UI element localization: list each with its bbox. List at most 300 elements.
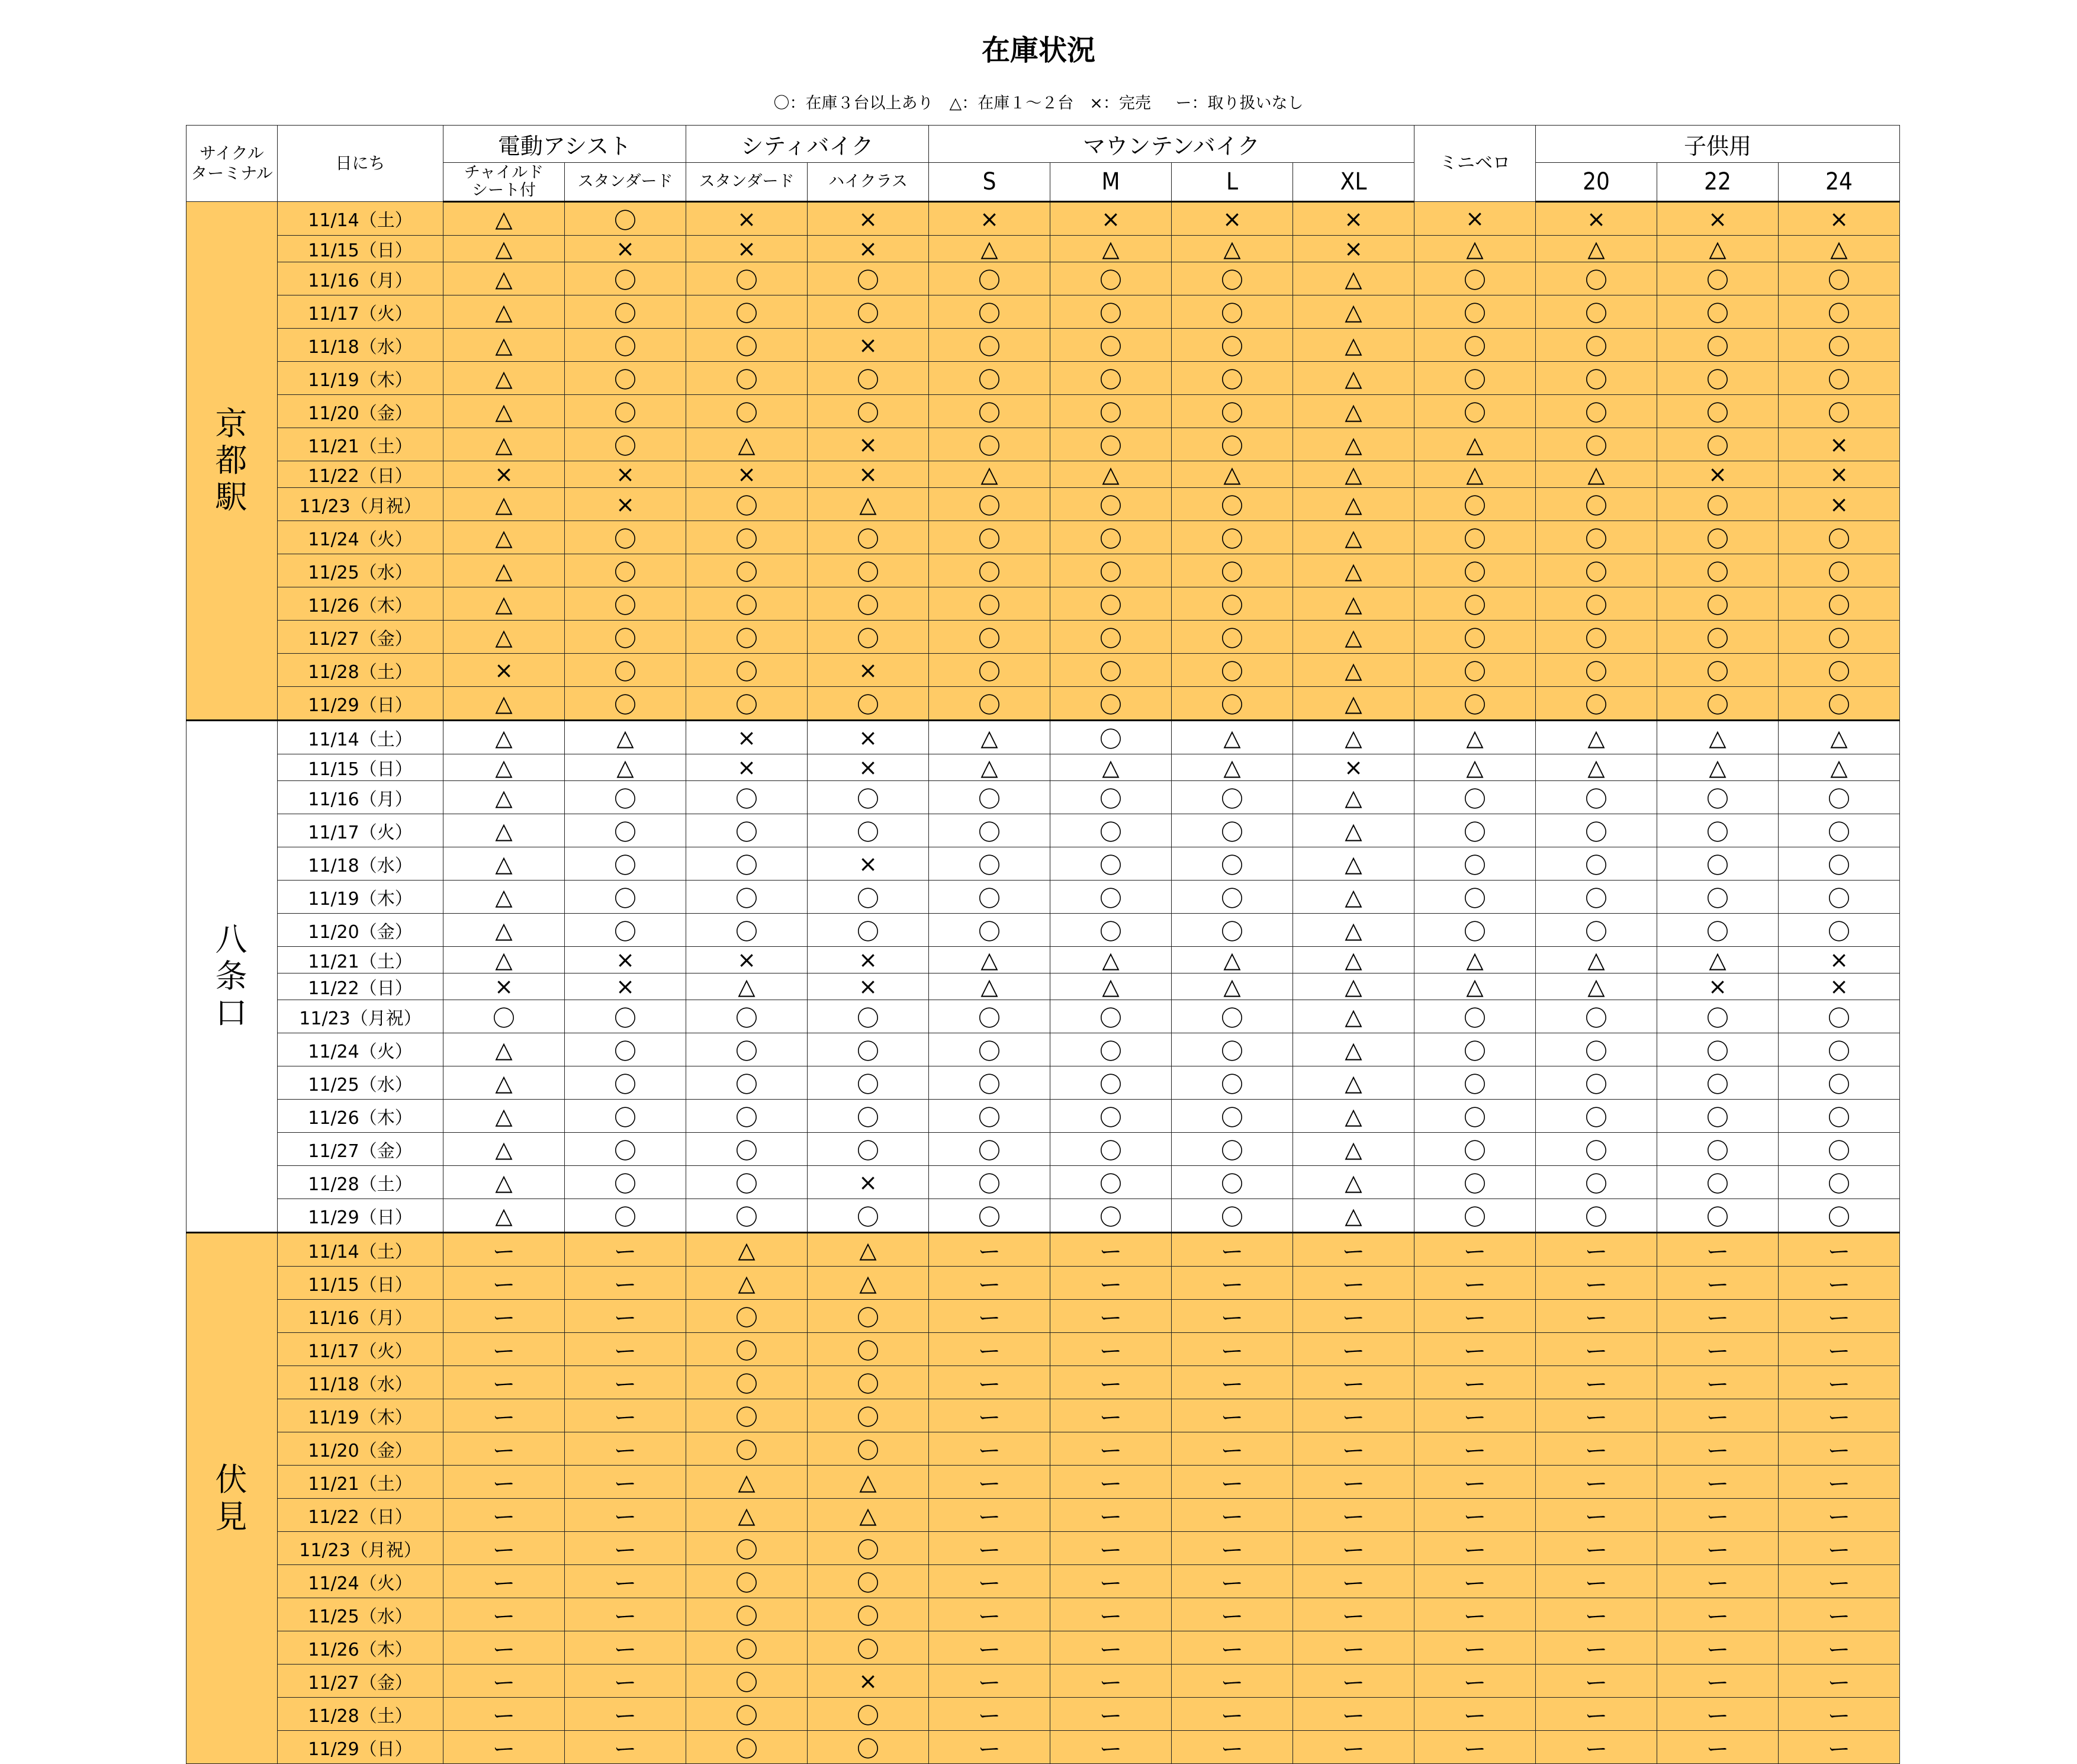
date-cell: 11/27（金） xyxy=(278,1133,443,1166)
stock-cell: × xyxy=(1172,202,1293,236)
stock-cell: ー xyxy=(565,1731,686,1764)
stock-cell: 〇 xyxy=(1050,395,1172,428)
stock-cell: ー xyxy=(1050,1665,1172,1698)
stock-cell: ー xyxy=(565,1366,686,1399)
stock-cell: △ xyxy=(1414,754,1536,781)
stock-cell: ー xyxy=(929,1631,1050,1665)
header-size-l: L xyxy=(1172,163,1293,202)
date-cell: 11/15（日） xyxy=(278,236,443,262)
stock-cell: 〇 xyxy=(808,1366,929,1399)
table-row xyxy=(187,847,1900,881)
stock-cell: ー xyxy=(1779,1333,1900,1366)
stock-cell: △ xyxy=(1172,721,1293,754)
stock-cell: △ xyxy=(1293,395,1414,428)
stock-cell: △ xyxy=(929,236,1050,262)
stock-cell: △ xyxy=(808,1267,929,1300)
header-kids-20: 20 xyxy=(1536,163,1657,202)
stock-cell: 〇 xyxy=(808,1565,929,1598)
stock-cell: 〇 xyxy=(1172,687,1293,721)
stock-cell: △ xyxy=(1536,947,1657,973)
stock-cell: 〇 xyxy=(1050,847,1172,881)
stock-cell: 〇 xyxy=(1050,488,1172,521)
stock-cell: ー xyxy=(1172,1665,1293,1698)
table-row xyxy=(187,1333,1900,1366)
stock-cell: ー xyxy=(1536,1300,1657,1333)
stock-cell: × xyxy=(565,236,686,262)
stock-cell: 〇 xyxy=(929,362,1050,395)
stock-cell: ー xyxy=(1293,1532,1414,1565)
stock-cell: 〇 xyxy=(686,1066,808,1100)
stock-cell: △ xyxy=(443,202,565,236)
stock-cell: △ xyxy=(443,236,565,262)
stock-cell: ー xyxy=(1536,1267,1657,1300)
stock-cell: △ xyxy=(686,973,808,1000)
stock-cell: ー xyxy=(443,1399,565,1432)
stock-cell: 〇 xyxy=(1050,1166,1172,1199)
stock-cell: 〇 xyxy=(686,781,808,814)
stock-cell: ー xyxy=(565,1466,686,1499)
stock-cell: ー xyxy=(443,1333,565,1366)
stock-cell: 〇 xyxy=(1172,814,1293,847)
stock-cell: 〇 xyxy=(1779,362,1900,395)
table-row xyxy=(187,395,1900,428)
stock-cell: ー xyxy=(1536,1631,1657,1665)
header-terminal-label: サイクル ターミナル xyxy=(191,143,273,183)
stock-cell: 〇 xyxy=(686,1731,808,1764)
stock-cell: 〇 xyxy=(686,262,808,295)
stock-cell: 〇 xyxy=(1050,781,1172,814)
stock-cell: 〇 xyxy=(1536,488,1657,521)
date-cell: 11/22（日） xyxy=(278,1499,443,1532)
stock-cell: ー xyxy=(1050,1698,1172,1731)
stock-cell: 〇 xyxy=(686,1598,808,1631)
stock-cell: ー xyxy=(1779,1631,1900,1665)
stock-cell: ー xyxy=(1414,1532,1536,1565)
stock-cell: 〇 xyxy=(686,621,808,654)
stock-cell: ー xyxy=(1657,1366,1779,1399)
stock-cell: × xyxy=(686,947,808,973)
table-row xyxy=(187,1100,1900,1133)
stock-cell: 〇 xyxy=(808,1300,929,1333)
date-cell: 11/23（月祝） xyxy=(278,1000,443,1033)
stock-cell: ー xyxy=(929,1399,1050,1432)
stock-cell: △ xyxy=(1293,362,1414,395)
stock-cell: 〇 xyxy=(565,914,686,947)
stock-cell: △ xyxy=(1293,721,1414,754)
table-row xyxy=(187,1665,1900,1698)
stock-cell: 〇 xyxy=(1172,1033,1293,1066)
stock-cell: × xyxy=(808,947,929,973)
stock-cell: 〇 xyxy=(1050,687,1172,721)
stock-cell: × xyxy=(1657,461,1779,488)
stock-cell: 〇 xyxy=(808,362,929,395)
stock-cell: △ xyxy=(929,461,1050,488)
stock-cell: 〇 xyxy=(1657,847,1779,881)
stock-cell: △ xyxy=(686,1267,808,1300)
stock-cell: ー xyxy=(443,1466,565,1499)
stock-cell: 〇 xyxy=(1536,1133,1657,1166)
date-cell: 11/20（金） xyxy=(278,1432,443,1466)
stock-cell: 〇 xyxy=(1414,814,1536,847)
stock-cell: ー xyxy=(1657,1565,1779,1598)
stock-cell: 〇 xyxy=(1779,1066,1900,1100)
stock-cell: × xyxy=(565,488,686,521)
stock-cell: △ xyxy=(1293,521,1414,554)
stock-cell: ー xyxy=(1293,1267,1414,1300)
stock-cell: × xyxy=(808,754,929,781)
stock-cell: 〇 xyxy=(686,521,808,554)
header-city-standard: スタンダード xyxy=(686,163,808,202)
stock-cell: 〇 xyxy=(808,521,929,554)
stock-cell: 〇 xyxy=(565,428,686,461)
table-row xyxy=(187,461,1900,488)
stock-cell: ー xyxy=(1657,1598,1779,1631)
stock-cell: 〇 xyxy=(929,881,1050,914)
stock-cell: 〇 xyxy=(929,1133,1050,1166)
stock-cell: △ xyxy=(1293,881,1414,914)
stock-cell: 〇 xyxy=(929,521,1050,554)
stock-cell: ー xyxy=(1657,1532,1779,1565)
stock-cell: ー xyxy=(1172,1598,1293,1631)
stock-cell: ー xyxy=(1657,1731,1779,1764)
stock-cell: 〇 xyxy=(1414,521,1536,554)
stock-cell: 〇 xyxy=(565,362,686,395)
stock-cell: 〇 xyxy=(808,1731,929,1764)
stock-cell: ー xyxy=(443,1267,565,1300)
stock-cell: △ xyxy=(443,554,565,587)
date-cell: 11/28（土） xyxy=(278,1698,443,1731)
stock-cell: ー xyxy=(929,1466,1050,1499)
stock-cell: 〇 xyxy=(1414,687,1536,721)
stock-cell: × xyxy=(808,973,929,1000)
table-row xyxy=(187,947,1900,973)
stock-cell: ー xyxy=(1536,1333,1657,1366)
stock-cell: 〇 xyxy=(1172,362,1293,395)
stock-cell: ー xyxy=(1779,1665,1900,1698)
stock-cell: 〇 xyxy=(686,1133,808,1166)
stock-cell: 〇 xyxy=(686,814,808,847)
stock-cell: 〇 xyxy=(808,881,929,914)
stock-cell: △ xyxy=(443,814,565,847)
stock-cell: ー xyxy=(1172,1300,1293,1333)
stock-cell: 〇 xyxy=(1536,881,1657,914)
stock-cell: × xyxy=(1779,973,1900,1000)
stock-cell: ー xyxy=(1779,1565,1900,1598)
stock-cell: 〇 xyxy=(1779,654,1900,687)
stock-cell: △ xyxy=(1657,947,1779,973)
stock-cell: △ xyxy=(1293,428,1414,461)
stock-cell: ー xyxy=(1657,1267,1779,1300)
stock-cell: 〇 xyxy=(808,1698,929,1731)
stock-cell: ー xyxy=(1050,1333,1172,1366)
table-row xyxy=(187,914,1900,947)
stock-cell: 〇 xyxy=(1779,1199,1900,1233)
stock-cell: △ xyxy=(443,621,565,654)
date-cell: 11/26（木） xyxy=(278,587,443,621)
stock-cell: 〇 xyxy=(1172,1100,1293,1133)
stock-cell: 〇 xyxy=(1414,881,1536,914)
stock-cell: △ xyxy=(1172,236,1293,262)
stock-cell: 〇 xyxy=(1779,395,1900,428)
stock-cell: 〇 xyxy=(1657,914,1779,947)
stock-cell: 〇 xyxy=(929,814,1050,847)
stock-cell: ー xyxy=(1293,1665,1414,1698)
stock-cell: ー xyxy=(565,1300,686,1333)
stock-cell: 〇 xyxy=(1172,1199,1293,1233)
stock-cell: × xyxy=(1657,973,1779,1000)
stock-cell: 〇 xyxy=(565,295,686,329)
stock-cell: 〇 xyxy=(565,1033,686,1066)
stock-cell: ー xyxy=(1414,1300,1536,1333)
stock-cell: ー xyxy=(565,1333,686,1366)
stock-cell: 〇 xyxy=(686,1665,808,1698)
stock-cell: △ xyxy=(1293,914,1414,947)
stock-cell: 〇 xyxy=(1536,847,1657,881)
stock-cell: 〇 xyxy=(1779,1166,1900,1199)
stock-cell: 〇 xyxy=(1414,262,1536,295)
stock-cell: 〇 xyxy=(1050,621,1172,654)
stock-cell: 〇 xyxy=(1536,814,1657,847)
table-row xyxy=(187,1366,1900,1399)
stock-cell: 〇 xyxy=(929,488,1050,521)
stock-cell: △ xyxy=(443,1033,565,1066)
stock-cell: ー xyxy=(1293,1499,1414,1532)
stock-cell: ー xyxy=(1779,1233,1900,1267)
stock-cell: 〇 xyxy=(565,881,686,914)
table-row xyxy=(187,1166,1900,1199)
date-cell: 11/22（日） xyxy=(278,461,443,488)
stock-cell: × xyxy=(808,461,929,488)
stock-cell: 〇 xyxy=(1536,295,1657,329)
stock-cell: × xyxy=(808,236,929,262)
stock-cell: ー xyxy=(565,1399,686,1432)
stock-cell: ー xyxy=(443,1598,565,1631)
stock-cell: △ xyxy=(1414,973,1536,1000)
stock-cell: ー xyxy=(1657,1631,1779,1665)
stock-cell: 〇 xyxy=(1414,1199,1536,1233)
stock-cell: 〇 xyxy=(443,1000,565,1033)
stock-cell: 〇 xyxy=(1536,1166,1657,1199)
stock-cell: ー xyxy=(1657,1300,1779,1333)
stock-cell: △ xyxy=(443,1166,565,1199)
stock-cell: 〇 xyxy=(1779,1133,1900,1166)
header-size-s: S xyxy=(929,163,1050,202)
stock-cell: 〇 xyxy=(1172,1166,1293,1199)
stock-cell: ー xyxy=(1293,1631,1414,1665)
stock-cell: 〇 xyxy=(929,914,1050,947)
stock-cell: 〇 xyxy=(808,295,929,329)
stock-cell: 〇 xyxy=(1779,587,1900,621)
stock-cell: 〇 xyxy=(929,329,1050,362)
stock-cell: 〇 xyxy=(1414,587,1536,621)
stock-cell: 〇 xyxy=(1172,1133,1293,1166)
stock-cell: 〇 xyxy=(686,587,808,621)
stock-cell: 〇 xyxy=(1414,1000,1536,1033)
date-cell: 11/19（木） xyxy=(278,881,443,914)
stock-cell: 〇 xyxy=(1657,1100,1779,1133)
stock-cell: 〇 xyxy=(808,1399,929,1432)
stock-cell: ー xyxy=(1172,1333,1293,1366)
stock-cell: △ xyxy=(1779,236,1900,262)
date-cell: 11/24（火） xyxy=(278,1033,443,1066)
stock-cell: ー xyxy=(1293,1466,1414,1499)
stock-cell: 〇 xyxy=(1172,521,1293,554)
stock-cell: 〇 xyxy=(929,654,1050,687)
stock-cell: ー xyxy=(1657,1499,1779,1532)
stock-cell: 〇 xyxy=(565,329,686,362)
table-row xyxy=(187,428,1900,461)
stock-cell: △ xyxy=(929,721,1050,754)
stock-cell: 〇 xyxy=(565,587,686,621)
stock-cell: 〇 xyxy=(808,621,929,654)
stock-cell: 〇 xyxy=(565,781,686,814)
stock-cell: ー xyxy=(1293,1698,1414,1731)
table-row xyxy=(187,262,1900,295)
stock-cell: 〇 xyxy=(1657,687,1779,721)
table-row xyxy=(187,1631,1900,1665)
stock-cell: ー xyxy=(929,1598,1050,1631)
stock-cell: ー xyxy=(929,1233,1050,1267)
date-cell: 11/14（土） xyxy=(278,721,443,754)
stock-cell: × xyxy=(808,1665,929,1698)
stock-cell: 〇 xyxy=(1050,428,1172,461)
stock-cell: △ xyxy=(686,1466,808,1499)
stock-cell: △ xyxy=(1414,236,1536,262)
stock-cell: 〇 xyxy=(808,781,929,814)
stock-cell: ー xyxy=(1293,1300,1414,1333)
stock-cell: 〇 xyxy=(1779,687,1900,721)
stock-cell: × xyxy=(1293,202,1414,236)
stock-cell: 〇 xyxy=(686,654,808,687)
stock-cell: × xyxy=(1657,202,1779,236)
stock-cell: ー xyxy=(1536,1399,1657,1432)
stock-cell: ー xyxy=(565,1665,686,1698)
date-cell: 11/24（火） xyxy=(278,521,443,554)
table-row xyxy=(187,554,1900,587)
stock-cell: ー xyxy=(1779,1300,1900,1333)
stock-cell: 〇 xyxy=(1779,1033,1900,1066)
stock-cell: △ xyxy=(1293,1000,1414,1033)
stock-cell: 〇 xyxy=(1657,329,1779,362)
stock-cell: 〇 xyxy=(1050,814,1172,847)
stock-cell: 〇 xyxy=(686,1399,808,1432)
stock-cell: △ xyxy=(1050,947,1172,973)
stock-cell: △ xyxy=(1779,721,1900,754)
stock-cell: 〇 xyxy=(1050,362,1172,395)
stock-cell: 〇 xyxy=(1657,428,1779,461)
stock-table xyxy=(186,125,1900,1764)
stock-cell: 〇 xyxy=(929,1166,1050,1199)
stock-cell: 〇 xyxy=(1172,262,1293,295)
stock-cell: ー xyxy=(1657,1399,1779,1432)
stock-cell: ー xyxy=(443,1631,565,1665)
stock-cell: 〇 xyxy=(1172,881,1293,914)
stock-cell: △ xyxy=(686,428,808,461)
stock-cell: 〇 xyxy=(1172,621,1293,654)
stock-cell: 〇 xyxy=(808,1066,929,1100)
date-cell: 11/27（金） xyxy=(278,621,443,654)
table-row xyxy=(187,1033,1900,1066)
stock-cell: 〇 xyxy=(808,1598,929,1631)
stock-cell: △ xyxy=(1293,1100,1414,1133)
stock-cell: ー xyxy=(1657,1466,1779,1499)
stock-cell: × xyxy=(686,721,808,754)
stock-cell: △ xyxy=(565,721,686,754)
stock-cell: 〇 xyxy=(1657,1133,1779,1166)
date-cell: 11/18（水） xyxy=(278,847,443,881)
stock-cell: 〇 xyxy=(686,881,808,914)
stock-cell: 〇 xyxy=(686,1532,808,1565)
stock-cell: × xyxy=(1536,202,1657,236)
date-cell: 11/25（水） xyxy=(278,1598,443,1631)
header-size-xl: XL xyxy=(1293,163,1414,202)
stock-cell: △ xyxy=(1414,428,1536,461)
stock-cell: ー xyxy=(1657,1665,1779,1698)
stock-cell: × xyxy=(565,461,686,488)
stock-cell: ー xyxy=(929,1565,1050,1598)
stock-cell: ー xyxy=(1779,1598,1900,1631)
header-terminal xyxy=(187,126,278,202)
stock-cell: △ xyxy=(443,1100,565,1133)
stock-cell: ー xyxy=(1779,1432,1900,1466)
stock-cell: 〇 xyxy=(808,814,929,847)
stock-cell: 〇 xyxy=(565,202,686,236)
stock-cell: ー xyxy=(1779,1499,1900,1532)
table-row xyxy=(187,1199,1900,1233)
stock-cell: 〇 xyxy=(686,1631,808,1665)
stock-cell: 〇 xyxy=(1414,781,1536,814)
stock-cell: ー xyxy=(1779,1267,1900,1300)
stock-cell: △ xyxy=(443,781,565,814)
stock-cell: △ xyxy=(1293,295,1414,329)
stock-cell: 〇 xyxy=(1536,395,1657,428)
stock-cell: 〇 xyxy=(1536,781,1657,814)
stock-cell: ー xyxy=(1293,1598,1414,1631)
stock-cell: 〇 xyxy=(1050,262,1172,295)
date-cell: 11/29（日） xyxy=(278,687,443,721)
stock-cell: ー xyxy=(929,1300,1050,1333)
stock-cell: ー xyxy=(1050,1300,1172,1333)
stock-cell: ー xyxy=(443,1499,565,1532)
stock-cell: △ xyxy=(443,262,565,295)
terminal-name xyxy=(187,202,278,721)
stock-cell: × xyxy=(443,654,565,687)
stock-cell: ー xyxy=(1172,1731,1293,1764)
stock-cell: 〇 xyxy=(1779,262,1900,295)
stock-cell: ー xyxy=(1414,1233,1536,1267)
date-cell: 11/26（木） xyxy=(278,1631,443,1665)
stock-cell: 〇 xyxy=(808,1432,929,1466)
stock-cell: 〇 xyxy=(1779,914,1900,947)
stock-cell: 〇 xyxy=(808,1333,929,1366)
stock-cell: △ xyxy=(443,721,565,754)
stock-cell: △ xyxy=(1414,721,1536,754)
stock-cell: ー xyxy=(1536,1499,1657,1532)
stock-cell: △ xyxy=(1293,554,1414,587)
stock-cell: × xyxy=(443,461,565,488)
stock-cell: 〇 xyxy=(1536,654,1657,687)
stock-cell: △ xyxy=(443,847,565,881)
stock-cell: 〇 xyxy=(565,814,686,847)
stock-cell: ー xyxy=(929,1499,1050,1532)
stock-cell: ー xyxy=(443,1532,565,1565)
table-row xyxy=(187,621,1900,654)
date-cell: 11/21（土） xyxy=(278,428,443,461)
stock-cell: 〇 xyxy=(1414,847,1536,881)
stock-cell: 〇 xyxy=(1657,362,1779,395)
stock-cell: ー xyxy=(565,1565,686,1598)
stock-cell: 〇 xyxy=(1414,621,1536,654)
